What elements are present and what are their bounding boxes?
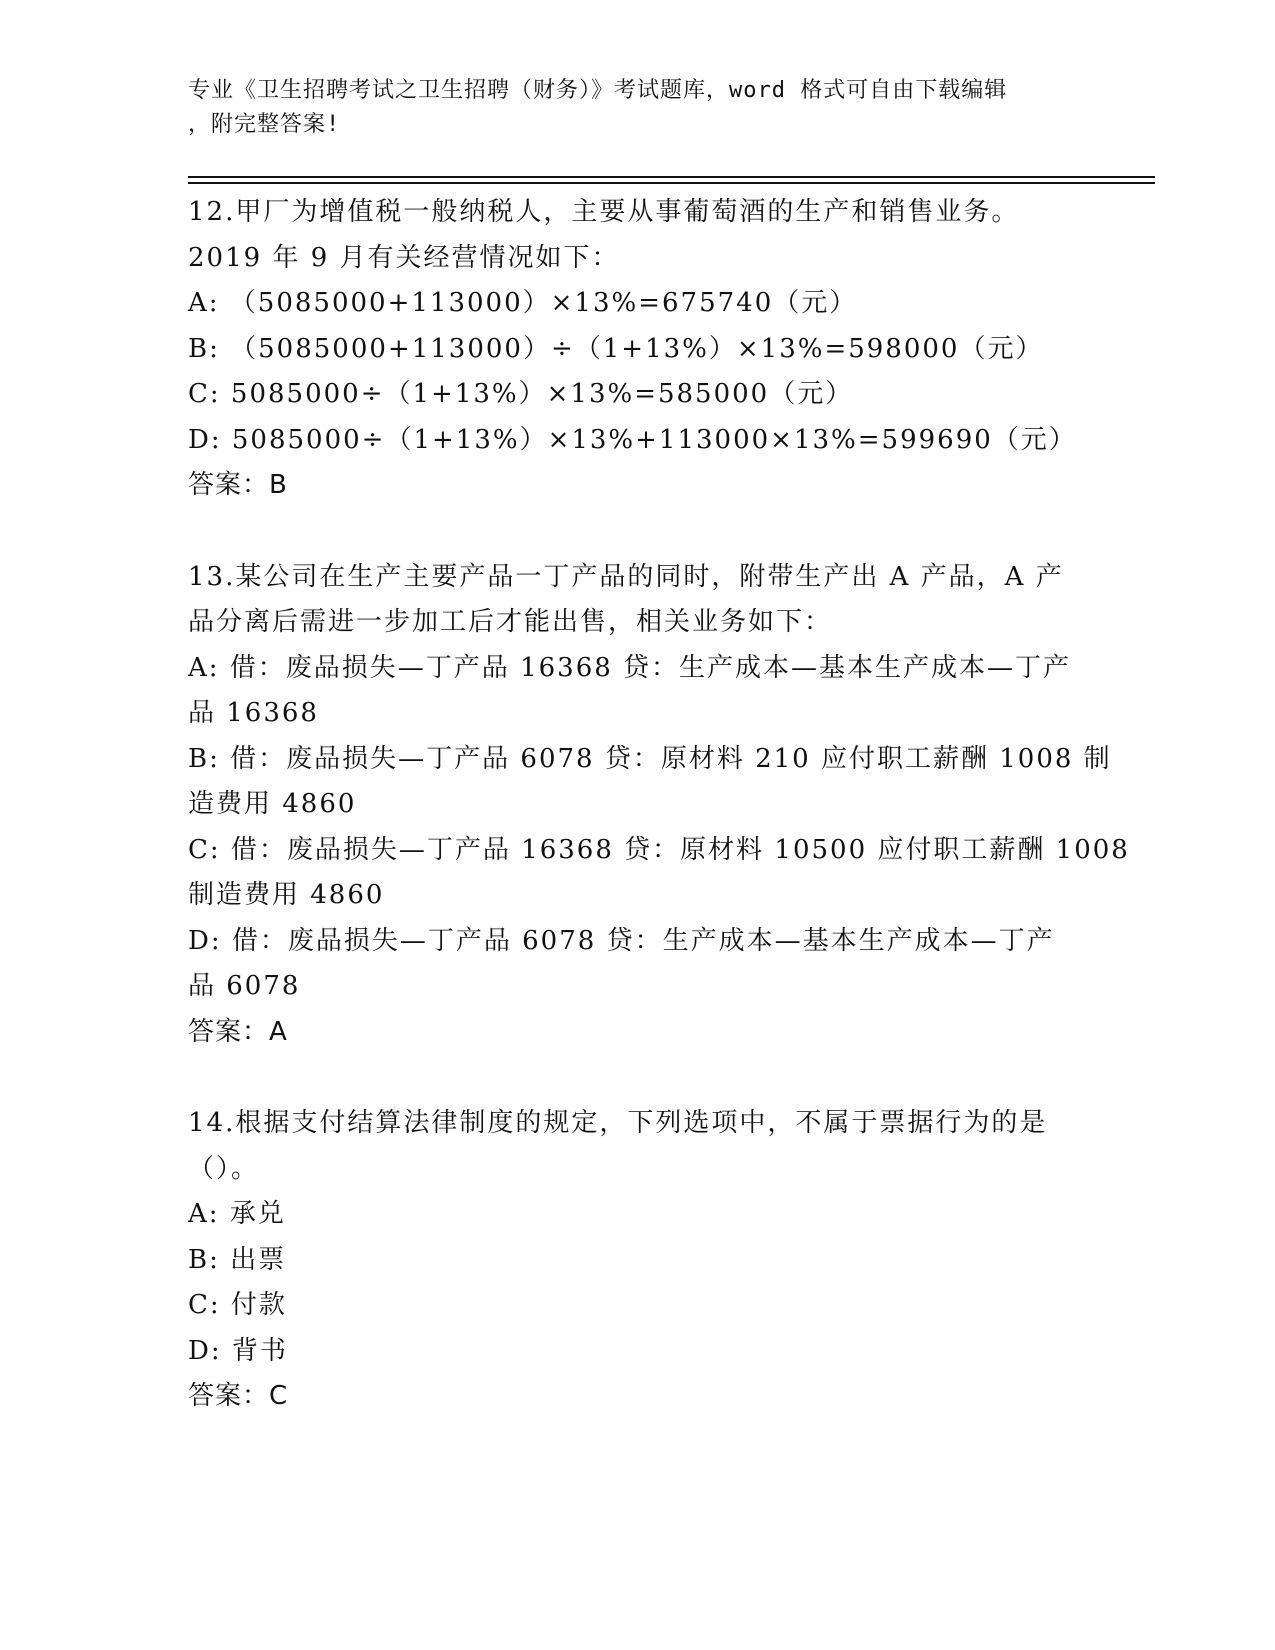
option-a: A: 承兑: [188, 1199, 286, 1229]
option-c: C: 5085000÷（1+13%）×13%=585000（元）: [188, 379, 854, 409]
option-b: B: 出票: [188, 1244, 287, 1275]
question-spacer: [188, 1055, 1088, 1101]
option-b: B: 借：废品损失—丁产品 6078 贷：原材料 210 应付职工薪酬 1008 制: [188, 743, 1112, 774]
document-header: [188, 74, 1088, 142]
header-line-1: 专业《卫生招聘考试之卫生招聘（财务）》考试题库，word 格式可自由下载编辑: [188, 78, 1008, 103]
header-line-2: ，附完整答案!: [188, 112, 341, 137]
question-stem-line: 12.甲厂为增值税一般纳税人，主要从事葡萄酒的生产和销售业务。: [188, 197, 1020, 227]
option-c: C: 付款: [188, 1290, 287, 1320]
question-stem-line: 2019 年 9 月有关经营情况如下：: [188, 242, 620, 273]
option-d: D: 背书: [188, 1335, 288, 1366]
option-b: B: （5085000+113000）÷（1+13%）×13%=598000（元）: [188, 333, 1044, 364]
option-c: C: 借：废品损失—丁产品 16368 贷：原材料 10500 应付职工薪酬 1008: [188, 834, 1130, 865]
question-13: [188, 555, 1130, 1056]
option-d: D: 5085000÷（1+13%）×13%+113000×13%=599690（元）: [188, 424, 1077, 455]
header-divider-bottom: [188, 182, 1155, 184]
option-a: A: 借：废品损失—丁产品 16368 贷：生产成本—基本生产成本—丁产: [188, 652, 1072, 683]
question-stem-line: 品分离后需进一步加工后才能出售，相关业务如下：: [188, 607, 833, 637]
question-14: [188, 1101, 1088, 1420]
question-stem-line: （）。: [188, 1153, 260, 1184]
option-d-continued: 品 6078: [188, 971, 301, 1001]
option-a: A: （5085000+113000）×13%=675740（元）: [188, 288, 858, 318]
question-spacer: [188, 509, 1088, 555]
question-stem-line: 13.某公司在生产主要产品一丁产品的同时，附带生产出 A 产品，A 产: [188, 561, 1064, 592]
question-stem-line: 14.根据支付结算法律制度的规定，下列选项中，不属于票据行为的是: [188, 1108, 1048, 1138]
question-12: [188, 190, 1088, 509]
question-list: [188, 190, 1130, 1420]
answer-line: 答案：C: [188, 1381, 289, 1411]
header-divider-top: [188, 176, 1155, 178]
option-d: D: 借：废品损失—丁产品 6078 贷：生产成本—基本生产成本—丁产: [188, 925, 1055, 956]
answer-line: 答案：A: [188, 1016, 288, 1047]
option-c-continued: 制造费用 4860: [188, 880, 385, 910]
answer-line: 答案：B: [188, 470, 288, 500]
option-b-continued: 造费用 4860: [188, 789, 357, 819]
option-a-continued: 品 16368: [188, 698, 319, 728]
